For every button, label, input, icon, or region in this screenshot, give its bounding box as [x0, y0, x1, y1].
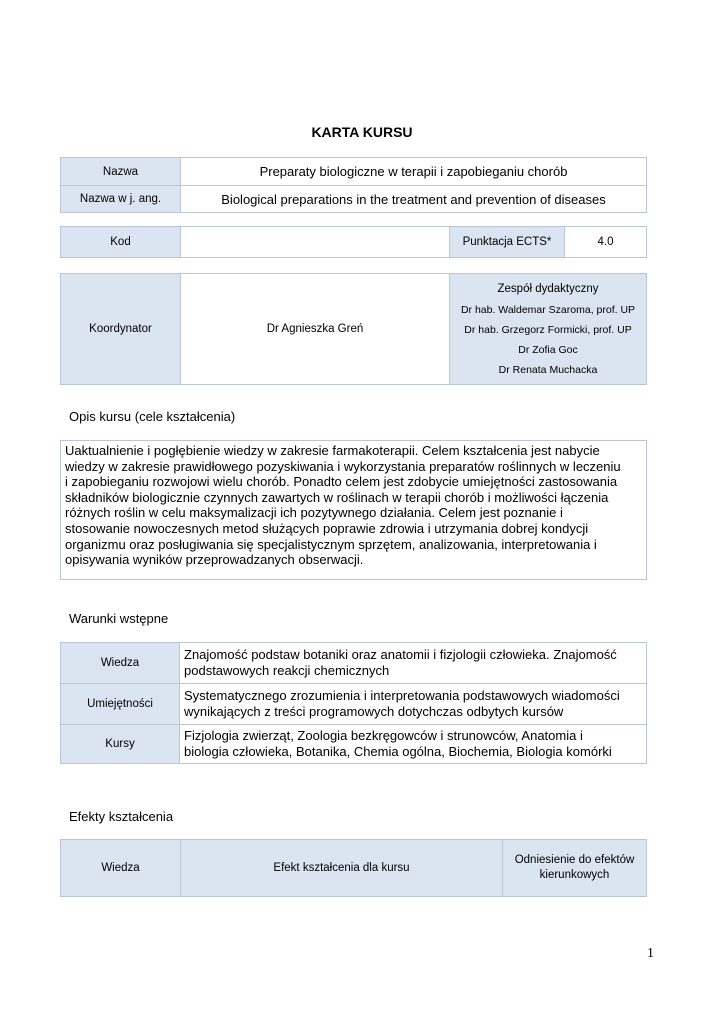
prereq-label-kursy: Kursy: [61, 725, 180, 764]
page-title: KARTA KURSU: [311, 124, 413, 140]
course-team-table: [60, 273, 647, 385]
prereq-line: biologia człowieka, Botanika, Chemia ogólna, Biochemia, Biologia komórki: [184, 744, 612, 759]
team-member: Dr hab. Waldemar Szaroma, prof. UP: [460, 304, 636, 316]
description-line: opisywania wyników przeprowadzanych obserwacji.: [65, 552, 364, 568]
name-value: Preparaty biologiczne w terapii i zapobieganiu chorób: [181, 158, 647, 186]
prereq-text-kursy: [180, 725, 647, 764]
description-box: [60, 440, 647, 580]
description-line: i zapobieganiu rozwojowi wielu chorób. Ponadto celem jest zdobycie umiejętności zastosowania: [65, 474, 618, 490]
outcomes-col3-line: kierunkowych: [539, 869, 610, 881]
prereq-text-umiejetnosci: [180, 684, 647, 725]
prereq-label-umiejetnosci: Umiejętności: [61, 684, 180, 725]
description-line: organizmu oraz posługiwania się specjalistycznym sprzętem, analizowania, interpretowania i: [65, 536, 597, 552]
course-name-table: [60, 157, 647, 213]
prerequisites-heading: Warunki wstępne: [69, 611, 169, 626]
prereq-label-wiedza: Wiedza: [61, 643, 180, 684]
prereq-line: Znajomość podstaw botaniki oraz anatomii i fizjologii człowieka. Znajomość: [184, 647, 617, 662]
prereq-line: podstawowych reakcji chemicznych: [184, 663, 390, 678]
description-line: stosowanie nowoczesnych metod służących poprawie zdrowia i utrzymania dobrej kondycji: [65, 520, 589, 536]
team-member: Dr Renata Muchacka: [498, 364, 598, 376]
outcomes-table: [60, 839, 647, 897]
kod-value: [181, 227, 450, 258]
prereq-line: Systematycznego zrozumienia i interpretowania podstawowych wiadomości: [184, 688, 620, 703]
kod-label: Kod: [61, 227, 181, 258]
ects-value: 4.0: [565, 227, 647, 258]
outcomes-col-efekt: Efekt kształcenia dla kursu: [181, 840, 503, 897]
prerequisites-table: [60, 642, 647, 764]
outcomes-col3-line: Odniesienie do efektów: [514, 854, 635, 866]
team-member: Dr hab. Grzegorz Formicki, prof. UP: [464, 324, 632, 336]
prereq-line: wynikających z treści programowych dotychczas odbytych kursów: [184, 704, 564, 719]
description-line: różnych roślin w celu maksymalizacji ich pozytywnego działania. Celem jest poznanie i: [65, 505, 563, 521]
description-line: Uaktualnienie i pogłębienie wiedzy w zakresie farmakoterapii. Celem kształcenia jest nabycie: [65, 443, 600, 458]
prereq-line: Fizjologia zwierząt, Zoologia bezkręgowców i strunowców, Anatomia i: [184, 728, 583, 743]
outcomes-col-odniesienie: [503, 840, 647, 897]
name-en-label: Nazwa w j. ang.: [61, 186, 181, 213]
team-member: Dr Zofia Goc: [518, 344, 578, 356]
page-number: 1: [647, 946, 654, 961]
description-line: wiedzy w zakresie prawidłowego pozyskiwania i wykorzystania preparatów roślinnych w leczeniu: [65, 458, 621, 474]
description-line: składników biologicznie czynnych zawartych w roślinach w terapii chorób i możliwości łączenia: [65, 489, 609, 505]
outcomes-col-wiedza: Wiedza: [61, 840, 181, 897]
description-heading: Opis kursu (cele kształcenia): [69, 409, 236, 424]
name-label: Nazwa: [61, 158, 181, 186]
name-en-value: Biological preparations in the treatment and prevention of diseases: [181, 186, 647, 213]
coordinator-value: Dr Agnieszka Greń: [181, 274, 450, 385]
outcomes-heading: Efekty kształcenia: [69, 809, 174, 824]
ects-label: Punktacja ECTS*: [450, 227, 565, 258]
coordinator-label: Koordynator: [61, 274, 181, 385]
prereq-text-wiedza: [180, 643, 647, 684]
team-cell: [450, 274, 647, 385]
team-label: Zespół dydaktyczny: [497, 283, 599, 295]
course-code-table: [60, 226, 647, 258]
